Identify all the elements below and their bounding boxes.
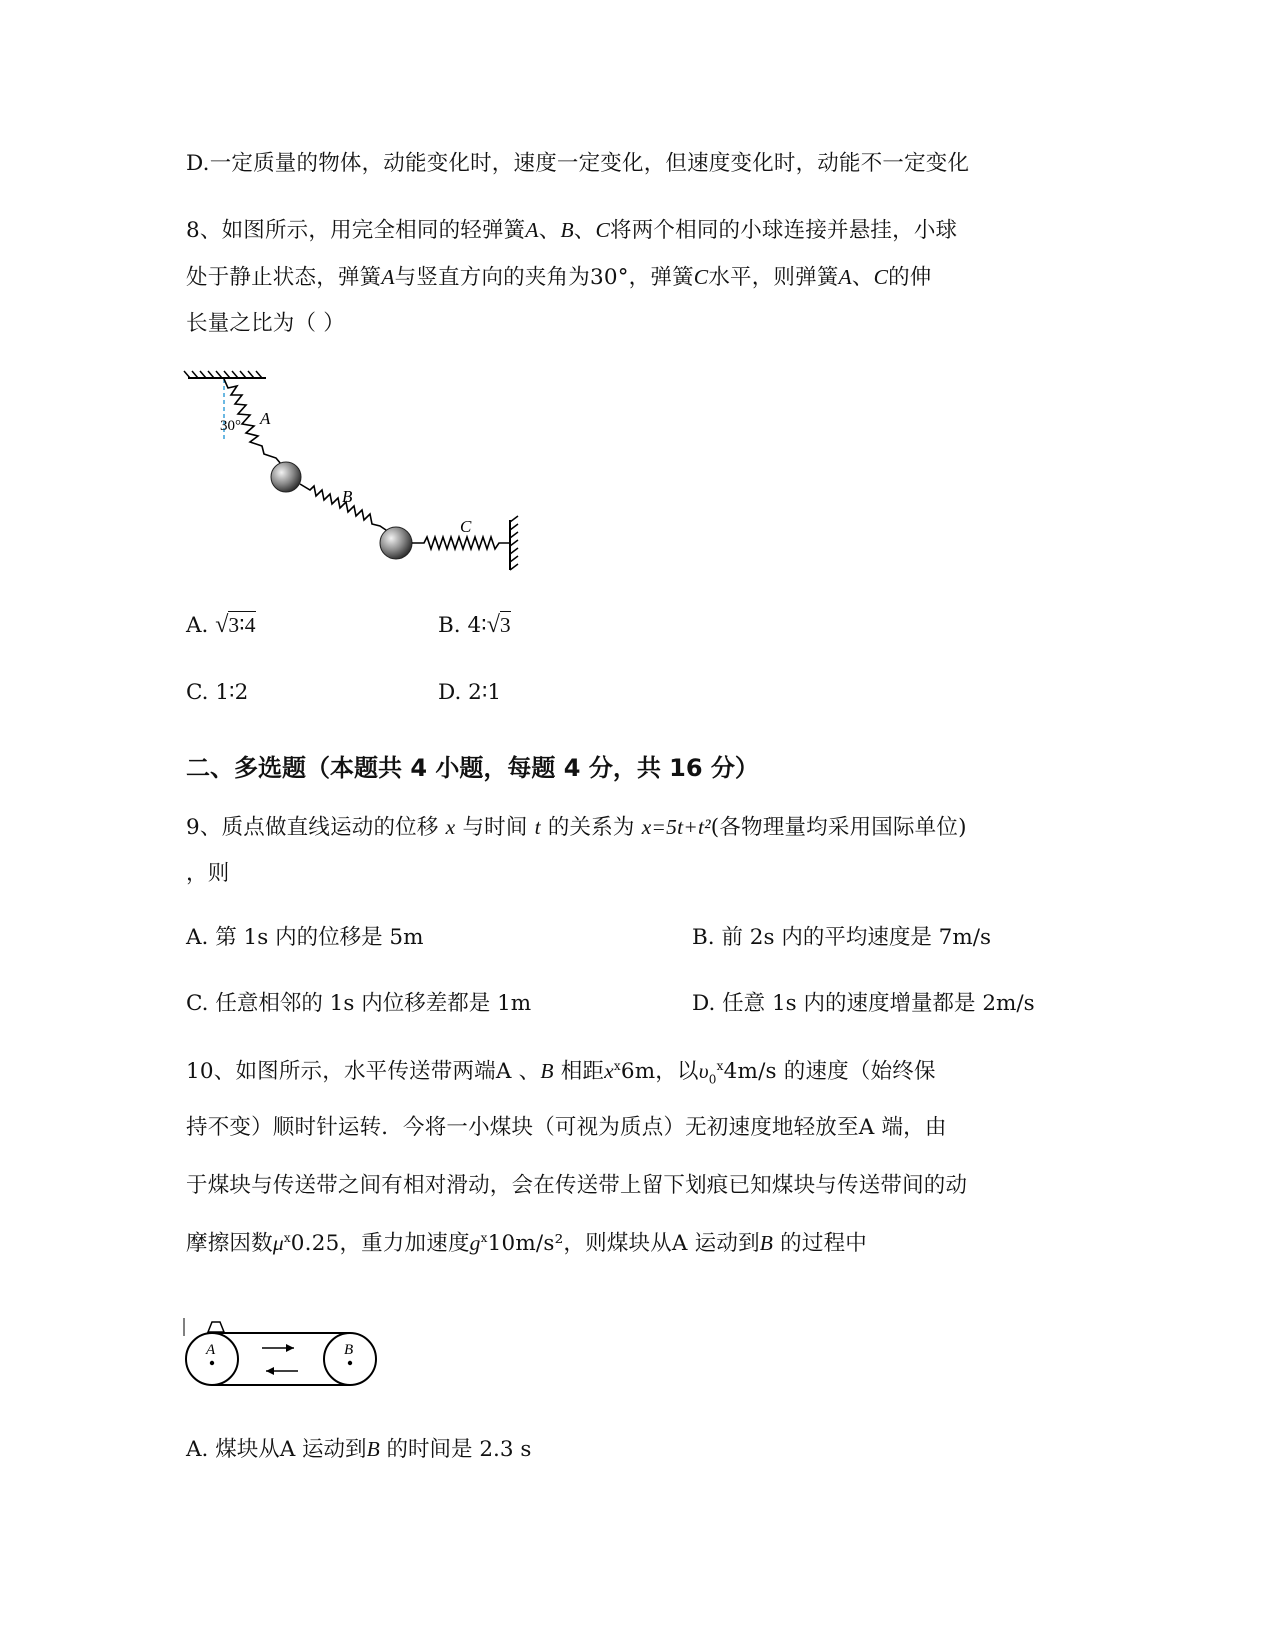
q10-stem-line4: 摩擦因数$\mu^ⅹ0.25$，重力加速度$g^ⅹ10m/s^2$，则煤块从A 运动到B 的过程中: [186, 1230, 867, 1256]
q9-stem-line2: ，则: [186, 861, 230, 886]
var-t: t: [534, 815, 541, 839]
spring-c-label: C: [693, 265, 709, 289]
q7-option-d: D.一定质量的物体，动能变化时，速度一定变化，但速度变化时，动能不一定变化: [186, 151, 970, 176]
q8-text: 、: [538, 218, 561, 243]
spring-b-figure-label: B: [342, 487, 353, 506]
point-b: B: [366, 1437, 380, 1461]
spring-c: [412, 537, 510, 549]
q10-option-a: [186, 1432, 531, 1463]
q10-text: 相距: [560, 1059, 605, 1084]
ball-2: [380, 527, 412, 559]
q10-stem-line1: 10、如图所示，水平传送带两端A 、B 相距$x^ⅹ6m$，以$\upsilon_0^ⅹ4m/s$ 的速度（始终保: [186, 1058, 936, 1087]
q9-text: 9、质点做直线运动的位移: [186, 815, 439, 840]
q9-option-d: D. 任意 1s 内的速度增量都是 2m/s: [692, 991, 1035, 1016]
q10-text: 4m/s 的速度（始终保: [723, 1059, 936, 1084]
q8-option-a: [186, 612, 256, 639]
q8-option-d: D. 2∶1: [438, 680, 502, 705]
q8-stem-line3: 长量之比为（ ）: [186, 311, 345, 336]
q8-option-a-value: 3∶4: [228, 613, 256, 637]
q8-text: 、: [573, 218, 596, 243]
q9-text: 与时间: [462, 815, 528, 840]
ceiling: [184, 371, 266, 378]
var-g: g: [469, 1231, 481, 1255]
ball-1: [271, 462, 301, 492]
q9-option-a: A. 第 1s 内的位移是 5m: [186, 925, 424, 950]
q8-option-b-value: 3: [499, 613, 511, 637]
q8-text: 与竖直方向的夹角为30°，弹簧: [394, 265, 694, 290]
q10-text: 10、如图所示，水平传送带两端A 、: [186, 1059, 541, 1084]
q8-option-b-prefix: B. 4∶: [438, 613, 487, 638]
spring-b-label: B: [560, 218, 574, 242]
q9-text: 的关系为: [547, 815, 635, 840]
q8-text: 8、如图所示，用完全相同的轻弹簧: [186, 218, 526, 243]
q8-option-a-prefix: A.: [186, 613, 209, 638]
arrow-right-icon: [262, 1344, 294, 1352]
sqrt-icon: √: [486, 612, 500, 638]
q8-text: 水平，则弹簧: [708, 265, 839, 290]
wall: [510, 516, 518, 570]
q9-stem-line1: [186, 810, 967, 841]
spring-c-label: C: [873, 265, 889, 289]
q10-text: 10m/s²，则煤块从A 运动到: [487, 1231, 760, 1256]
spring-ball-figure: [180, 370, 560, 600]
spring-a-label: A: [381, 265, 395, 289]
point-b: B: [759, 1231, 774, 1255]
arrow-left-icon: [266, 1367, 298, 1375]
q10-option-a-text: 的时间是 2.3 s: [386, 1437, 532, 1462]
section-heading: 二、多选题（本题共 4 小题，每题 4 分，共 16 分）: [186, 754, 759, 782]
q10-text: 6m，以: [620, 1059, 699, 1084]
coal-block: [208, 1322, 224, 1332]
q8-text: 将两个相同的小球连接并悬挂，小球: [610, 218, 958, 243]
spring-c-figure-label: C: [460, 517, 472, 536]
sqrt-icon: √: [215, 612, 229, 638]
spring-a-label: A: [838, 265, 852, 289]
q9-option-c: C. 任意相邻的 1s 内位移差都是 1m: [186, 991, 532, 1016]
spring-a-label: A: [525, 218, 539, 242]
q10-stem-line2: 持不变）顺时针运转．今将一小煤块（可视为质点）无初速度地轻放至A 端，由: [186, 1115, 947, 1140]
q8-stem-line1: [186, 213, 957, 244]
spring-a-figure-label: A: [260, 409, 271, 428]
angle-label: 30°: [220, 418, 241, 434]
q10-text: 摩擦因数: [186, 1231, 273, 1256]
var-x: x: [604, 1059, 614, 1083]
pulley-a: [186, 1333, 238, 1385]
conveyor-belt-figure: [182, 1316, 402, 1402]
q8-text: 处于静止状态，弹簧: [186, 265, 382, 290]
q8-text: 的伸: [888, 265, 932, 290]
q10-stem-line3: 于煤块与传送带之间有相对滑动，会在传送带上留下划痕已知煤块与传送带间的动: [186, 1173, 968, 1198]
var-mu: μ: [272, 1231, 284, 1255]
q8-option-c: C. 1∶2: [186, 680, 249, 705]
q8-option-b: [438, 612, 511, 639]
q9-text: (各物理量均采用国际单位): [710, 815, 967, 840]
q10-option-a-text: A. 煤块从A 运动到: [186, 1437, 367, 1462]
var-x: x: [445, 815, 456, 839]
q8-text: 、: [851, 265, 874, 290]
q10-text: 0.25，重力加速度: [290, 1231, 470, 1256]
var-v0: υ: [698, 1059, 709, 1083]
q8-stem-line2: [186, 260, 932, 291]
point-b: B: [540, 1059, 554, 1083]
q10-text: 的过程中: [780, 1231, 867, 1256]
spring-c-label: C: [595, 218, 611, 242]
pulley-a-label: A: [206, 1342, 216, 1358]
q9-option-b: B. 前 2s 内的平均速度是 7m/s: [692, 925, 992, 950]
q9-formula: x=5t+t²: [641, 815, 711, 839]
pulley-b-label: B: [344, 1342, 354, 1358]
pulley-b: [324, 1333, 376, 1385]
